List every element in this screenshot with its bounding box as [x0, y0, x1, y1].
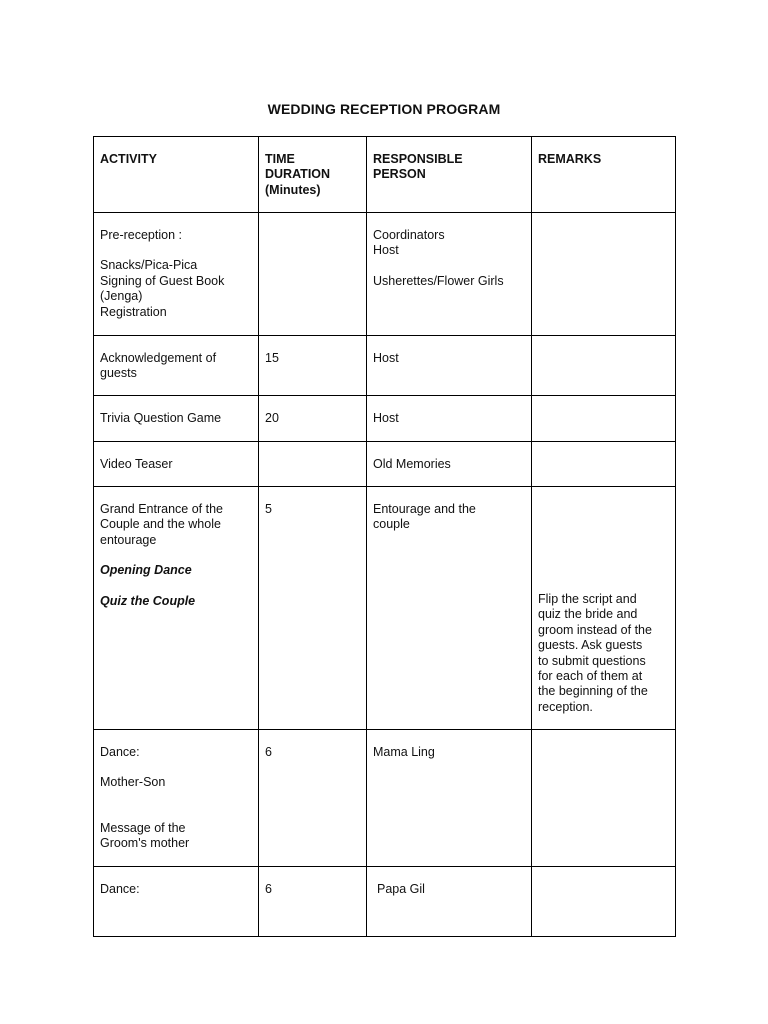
remarks-line: to submit questions — [538, 653, 646, 668]
activity-line: Signing of Guest Book — [100, 273, 225, 288]
responsible-line: Mama Ling — [373, 745, 435, 759]
time-value: 5 — [265, 502, 272, 516]
activity-line: Dance: — [100, 745, 140, 759]
responsible-cell — [367, 487, 532, 730]
time-cell — [259, 730, 367, 867]
table-row — [94, 487, 676, 730]
remarks-line: reception. — [538, 699, 593, 714]
activity-cell — [94, 867, 259, 937]
activity-line: Groom's mother — [100, 836, 190, 851]
header-responsible-person — [367, 137, 532, 213]
header-time-duration — [259, 137, 367, 213]
header-activity-label: ACTIVITY — [100, 152, 157, 166]
remarks-line: groom instead of the — [538, 622, 652, 637]
activity-line: Grand Entrance of the — [100, 502, 223, 516]
activity-cell — [94, 336, 259, 396]
activity-line: entourage — [100, 532, 157, 547]
remarks-cell — [532, 442, 676, 487]
activity-cell — [94, 442, 259, 487]
time-value: 6 — [265, 745, 272, 759]
remarks-line: Flip the script and — [538, 592, 637, 606]
activity-line: Mother-Son — [100, 775, 166, 790]
header-responsible-line-1: RESPONSIBLE — [373, 152, 463, 166]
header-time-line-3: (Minutes) — [265, 182, 321, 197]
activity-line: Trivia Question Game — [100, 411, 222, 425]
header-time-line-2: DURATION — [265, 167, 331, 182]
responsible-line: Usherettes/Flower Girls — [373, 273, 504, 288]
activity-line: Message of the — [100, 820, 186, 835]
activity-emphasis: Opening Dance — [100, 563, 192, 578]
table-row — [94, 396, 676, 442]
activity-emphasis: Quiz the Couple — [100, 593, 196, 608]
responsible-line: Host — [373, 351, 399, 365]
remarks-cell — [532, 213, 676, 336]
header-responsible-line-2: PERSON — [373, 167, 426, 182]
time-value: 6 — [265, 882, 272, 896]
remarks-line: the beginning of the — [538, 684, 648, 699]
time-cell — [259, 336, 367, 396]
responsible-cell — [367, 396, 532, 442]
responsible-line: couple — [373, 517, 410, 532]
responsible-line: Papa Gil — [377, 882, 425, 896]
activity-line: Acknowledgement of — [100, 351, 217, 365]
header-activity — [94, 137, 259, 213]
table-row — [94, 336, 676, 396]
remarks-cell — [532, 730, 676, 867]
activity-line: Dance: — [100, 882, 140, 896]
table-row — [94, 442, 676, 487]
responsible-cell — [367, 336, 532, 396]
header-time-line-1: TIME — [265, 152, 295, 166]
table-header-row — [94, 137, 676, 213]
activity-line: Snacks/Pica-Pica — [100, 258, 198, 273]
activity-line: guests — [100, 366, 137, 381]
activity-line: Pre-reception : — [100, 228, 182, 242]
responsible-line: Old Memories — [373, 457, 451, 471]
responsible-line: Host — [373, 243, 399, 258]
activity-line: Video Teaser — [100, 457, 173, 471]
responsible-cell — [367, 213, 532, 336]
responsible-line: Entourage and the — [373, 502, 476, 516]
time-cell — [259, 867, 367, 937]
remarks-cell — [532, 336, 676, 396]
responsible-cell — [367, 730, 532, 867]
header-remarks — [532, 137, 676, 213]
time-cell — [259, 442, 367, 487]
table-row — [94, 867, 676, 937]
remarks-line: quiz the bride and — [538, 607, 638, 622]
table-row — [94, 730, 676, 867]
activity-line: Registration — [100, 304, 167, 319]
time-value: 20 — [265, 411, 279, 425]
responsible-cell — [367, 867, 532, 937]
activity-line: Couple and the whole — [100, 517, 221, 532]
time-cell — [259, 396, 367, 442]
responsible-line: Host — [373, 411, 399, 425]
program-table — [93, 136, 676, 937]
header-remarks-label: REMARKS — [538, 152, 602, 166]
responsible-line: Coordinators — [373, 228, 445, 242]
remarks-line: for each of them at — [538, 669, 643, 684]
activity-cell — [94, 730, 259, 867]
time-cell — [259, 213, 367, 336]
remarks-line: guests. Ask guests — [538, 638, 643, 653]
remarks-cell — [532, 867, 676, 937]
activity-line: (Jenga) — [100, 289, 143, 304]
time-value: 15 — [265, 351, 279, 365]
responsible-cell — [367, 442, 532, 487]
activity-cell — [94, 213, 259, 336]
table-row — [94, 213, 676, 336]
time-cell — [259, 487, 367, 730]
page-title: WEDDING RECEPTION PROGRAM — [267, 101, 501, 117]
activity-cell — [94, 396, 259, 442]
remarks-cell — [532, 487, 676, 730]
remarks-cell — [532, 396, 676, 442]
activity-cell — [94, 487, 259, 730]
